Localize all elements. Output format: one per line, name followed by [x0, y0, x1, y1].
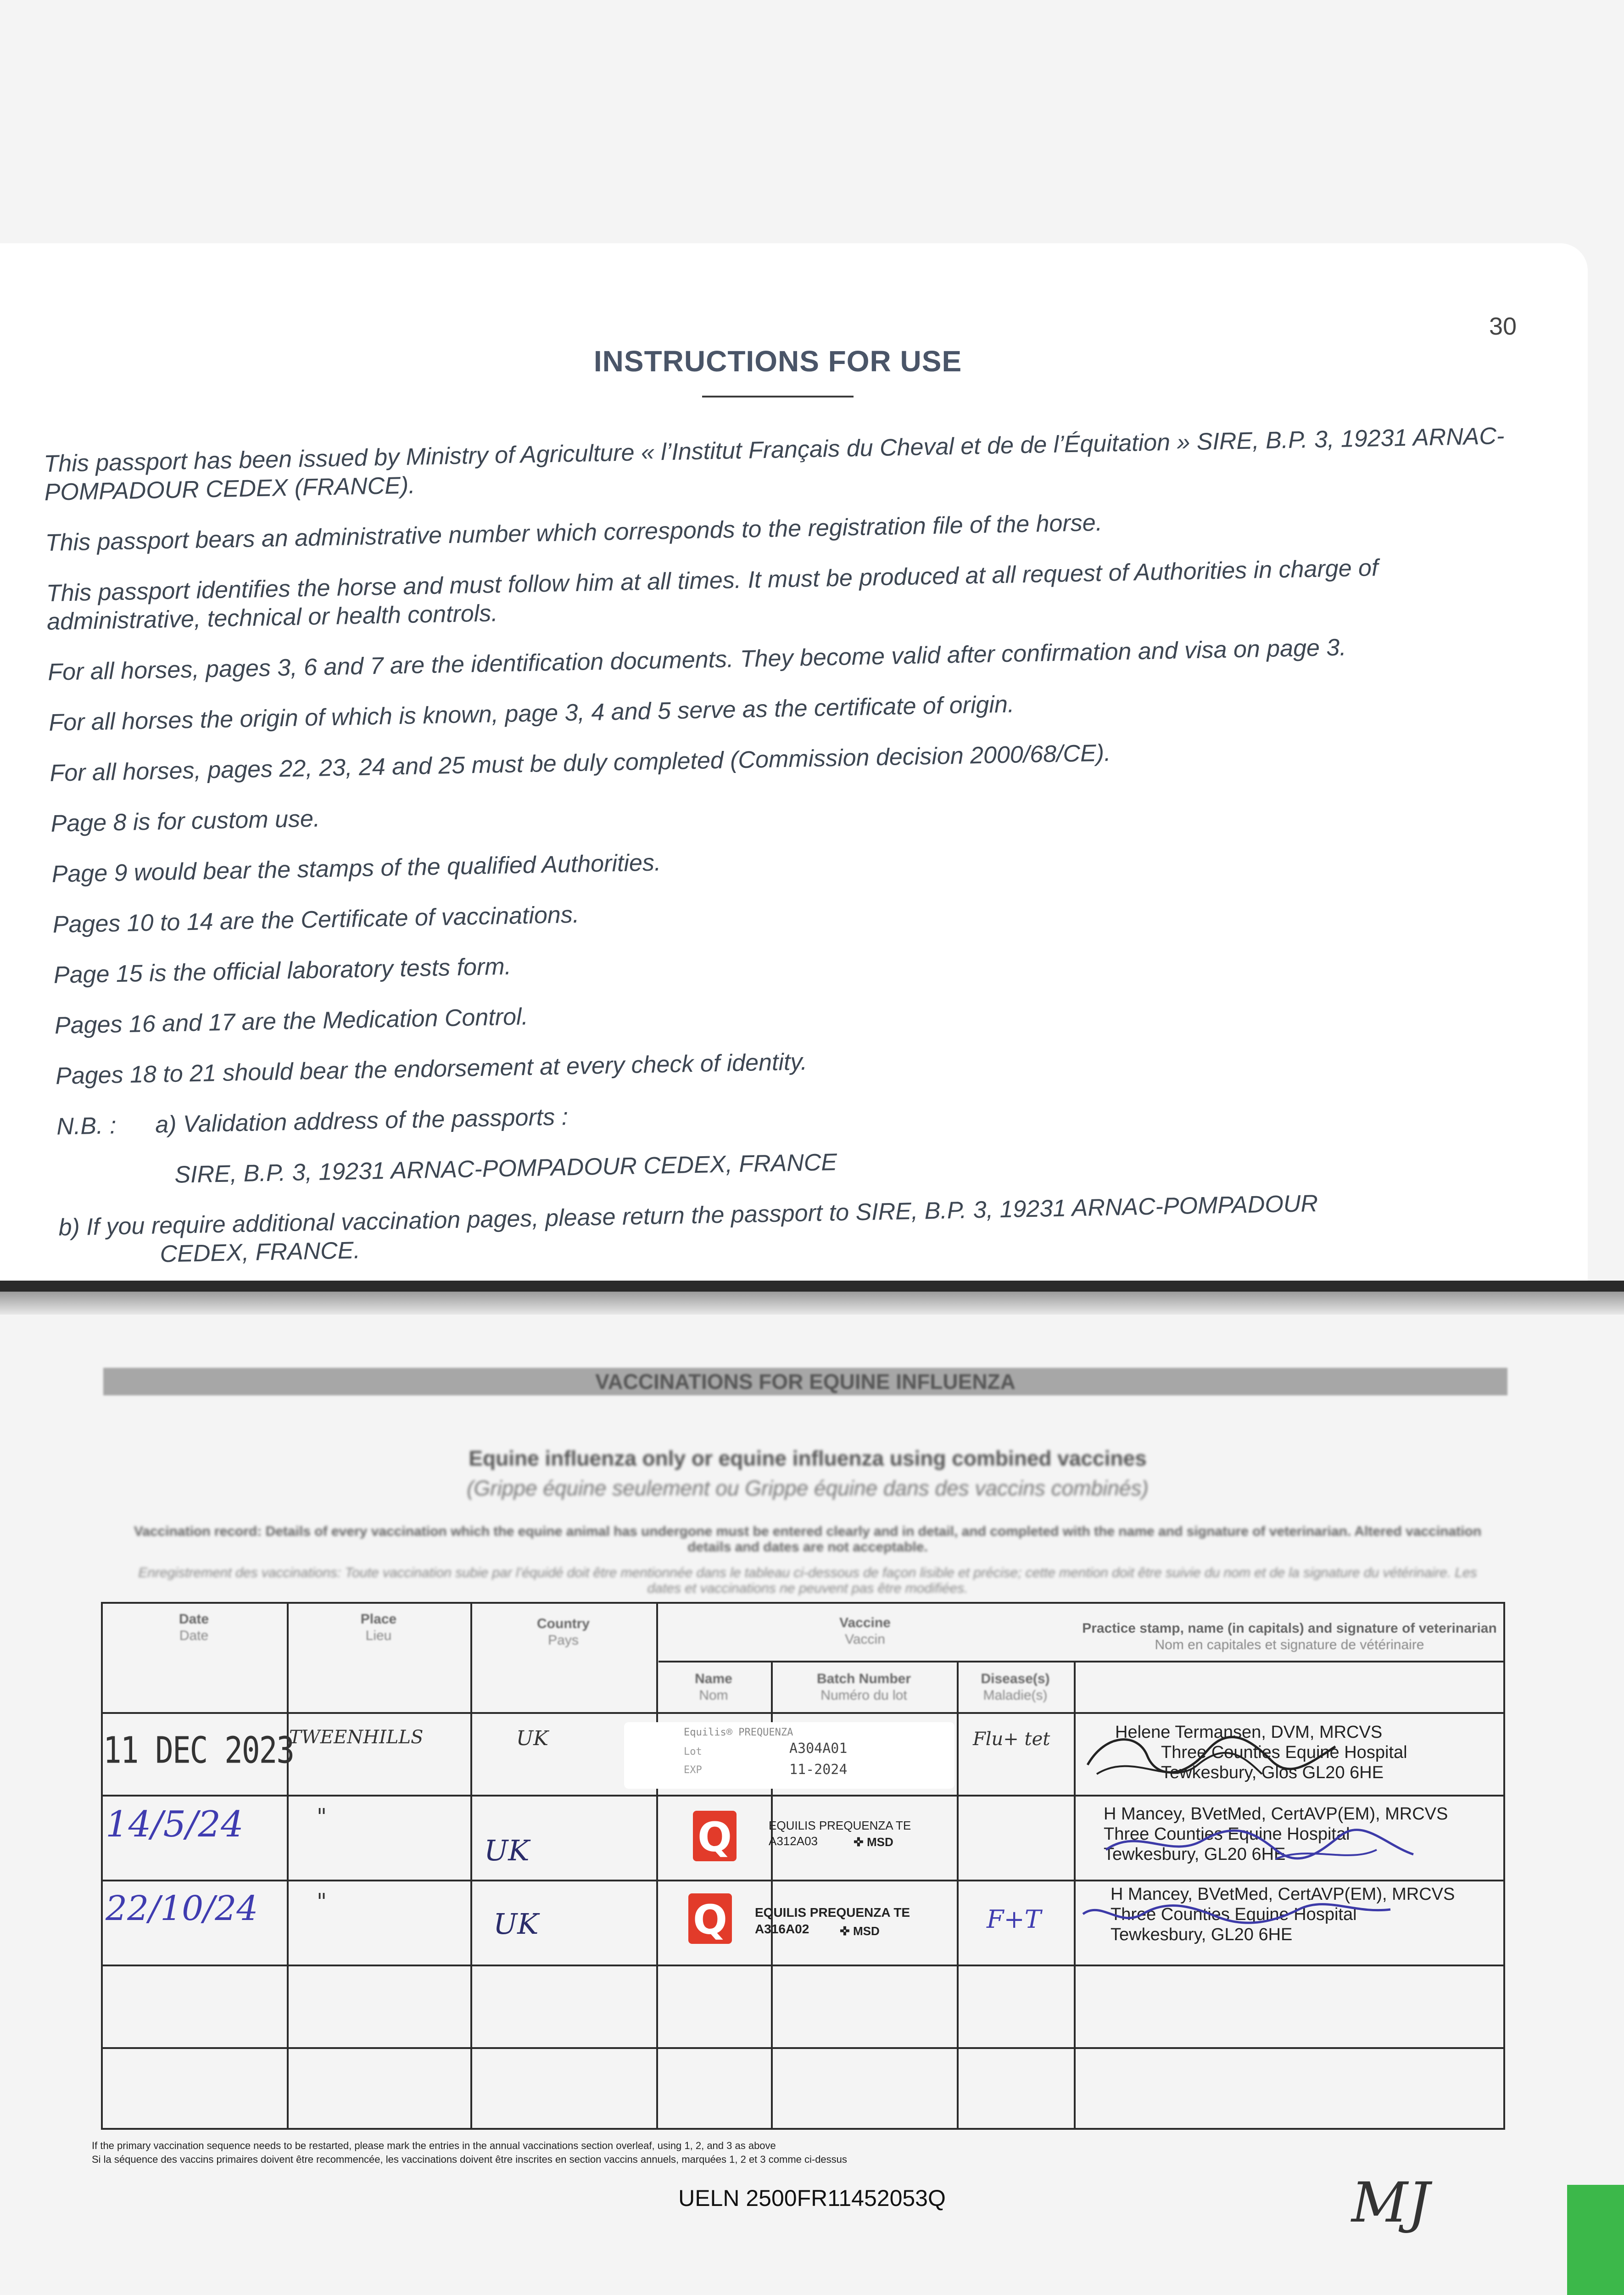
col-header-place: Place Lieu	[360, 1612, 397, 1643]
col-line	[1503, 1602, 1505, 2130]
instruction-paragraph: Pages 16 and 17 are the Medication Control.	[54, 1003, 529, 1039]
row3-signature	[1078, 1896, 1400, 1937]
row3-product: EQUILIS PREQUENZA TE	[755, 1905, 910, 1920]
passport-spine	[0, 1281, 1624, 1292]
row2-maker-logo: ✜ MSD	[854, 1835, 893, 1849]
col-header-name: Name Nom	[695, 1671, 732, 1703]
col-header-vet: Practice stamp, name (in capitals) and signature of veterinarian Nom en capitales et signature de vétérinaire	[1082, 1621, 1497, 1652]
row3-maker-logo: ✜ MSD	[840, 1924, 880, 1938]
instruction-paragraph: Page 8 is for custom use.	[50, 805, 320, 837]
instruction-paragraph: For all horses the origin of which is known, page 3, 4 and 5 serve as the certificate of origin.	[48, 691, 1015, 736]
nb-label: N.B. :	[56, 1112, 117, 1140]
vet-practice: Three Counties Equine Hospital	[1161, 1743, 1407, 1762]
row1-batch: A304A01	[789, 1741, 848, 1757]
vet-address: Tewkesbury, Glos GL20 6HE	[1161, 1763, 1384, 1782]
instruction-paragraph: This passport has been issued by Ministry of Agriculture « l’Institut Français du Cheval et de de l’Équitation » SIRE, B.P. 3, 19231 ARNAC-POMPADOUR CEDEX (FRANCE).	[44, 422, 1505, 506]
row-divider	[101, 1880, 1505, 1881]
col-line	[287, 1602, 289, 2130]
row-divider	[101, 2047, 1505, 2049]
vet-practice: Three Counties Equine Hospital	[1104, 1825, 1350, 1844]
vaccinations-subtitle-fr: (Grippe équine seulement ou Grippe équine dans des vaccins combinés)	[467, 1476, 1149, 1500]
spine-shadow	[0, 1292, 1624, 1315]
row1-date-stamp: 11 DEC 2023	[103, 1729, 294, 1772]
instruction-paragraph: Pages 10 to 14 are the Certificate of vaccinations.	[52, 901, 580, 938]
col-header-date: Date Date	[179, 1612, 209, 1643]
instruction-paragraph: Page 9 would bear the stamps of the qualified Authorities.	[51, 849, 661, 888]
instructions-title: INSTRUCTIONS FOR USE	[593, 345, 962, 378]
vaccination-record-note: Vaccination record: Details of every vaccination which the equine animal has undergone must be entered clearly and in detail, and completed with the name and signature of veterinarian. Altered vaccination details and dates are not acceptable.	[134, 1524, 1482, 1555]
row3-country: UK	[493, 1907, 539, 1941]
row2-product: EQUILIS PREQUENZA TE	[769, 1819, 911, 1832]
vet-name: H Mancey, BVetMed, CertAVP(EM), MRCVS	[1111, 1885, 1455, 1904]
row3-place: "	[317, 1889, 327, 1914]
vet-name: H Mancey, BVetMed, CertAVP(EM), MRCVS	[1104, 1804, 1448, 1824]
instruction-paragraph: For all horses, pages 3, 6 and 7 are the identification documents. They become valid after confirmation and visa on page 3.	[47, 634, 1347, 686]
instruction-paragraph: This passport identifies the horse and must follow him at all times. It must be produced at all request of Authorities in charge of administrative, technical or health controls.	[46, 554, 1378, 635]
col-line	[470, 1602, 472, 2130]
row2-vaccine-logo-icon: Q	[693, 1811, 737, 1861]
table-border-bottom	[101, 2128, 1505, 2130]
page-number: 30	[1489, 313, 1517, 340]
nb-a-address: SIRE, B.P. 3, 19231 ARNAC-POMPADOUR CEDEX, FRANCE	[174, 1149, 837, 1188]
vaccinations-subtitle: Equine influenza only or equine influenza using combined vaccines	[469, 1446, 1147, 1470]
vet-practice: Three Counties Equine Hospital	[1111, 1905, 1357, 1924]
instruction-paragraph: This passport bears an administrative number which corresponds to the registration file of the horse.	[45, 509, 1103, 556]
vaccination-record-note-fr: Enregistrement des vaccinations: Toute vaccination subie par l’équidé doit être mentionnée dans le tableau ci-dessous de façon lisible et précise; cette mention doit être suivie du nom et de la signature du vétérinaire. Les dates et vaccinations ne peuvent pas être modifiées.	[138, 1565, 1477, 1596]
vet-address: Tewkesbury, GL20 6HE	[1104, 1845, 1286, 1864]
row1-lot-label: Lot	[684, 1746, 702, 1758]
row3-disease: F+T	[987, 1905, 1041, 1934]
nb-a-text: a) Validation address of the passports :	[155, 1103, 569, 1138]
row1-country: UK	[516, 1727, 548, 1750]
table-border-top	[101, 1602, 1505, 1604]
vaccine-subheader-line	[659, 1661, 1505, 1662]
row2-country: UK	[484, 1834, 530, 1867]
instructions-body	[44, 421, 1546, 1271]
row1-place: TWEENHILLS	[289, 1727, 424, 1748]
maker-name: MSD	[853, 1924, 880, 1938]
row1-disease: Flu+ tet	[973, 1729, 1050, 1750]
row-divider	[101, 1795, 1505, 1797]
green-page-tab	[1567, 2185, 1624, 2295]
vaccination-table	[101, 1602, 1505, 2130]
footnote-en: If the primary vaccination sequence needs to be restarted, please mark the entries in the annual vaccinations section overleaf, using 1, 2, and 3 as above	[92, 2140, 776, 2151]
vet-address: Tewkesbury, GL20 6HE	[1111, 1925, 1293, 1944]
row3-vaccine-logo-icon: Q	[688, 1893, 732, 1944]
row2-signature	[1101, 1818, 1423, 1868]
instruction-paragraph: For all horses, pages 22, 23, 24 and 25 must be duly completed (Commission decision 2000/68/CE).	[49, 739, 1111, 787]
col-header-country: Country Pays	[537, 1616, 590, 1648]
vet-name: Helene Termansen, DVM, MRCVS	[1115, 1723, 1383, 1742]
ueln-number: UELN 2500FR11452053Q	[678, 2185, 946, 2211]
col-header-batch: Batch Number Numéro du lot	[816, 1671, 911, 1703]
col-line	[1074, 1661, 1076, 2130]
handwritten-initials: MJ	[1351, 2171, 1430, 2235]
row3-date: 22/10/24	[106, 1889, 258, 1928]
nb-b-text: b) If you require additional vaccination pages, please return the passport to SIRE, B.P. 3, 19231 ARNAC-POMPADOUR	[58, 1190, 1318, 1241]
row1-exp-label: EXP	[684, 1764, 702, 1776]
row1-signature	[1078, 1724, 1354, 1792]
maker-name: MSD	[867, 1835, 893, 1849]
col-header-disease: Disease(s) Maladie(s)	[981, 1671, 1050, 1703]
nb-b-continuation: CEDEX, FRANCE.	[160, 1237, 361, 1268]
footnote-fr: Si la séquence des vaccins primaires doivent être recommencée, les vaccinations doivent être inscrites en section vaccins annuels, marquées 1, 2 et 3 comme ci-dessus	[92, 2154, 847, 2165]
row1-vaccine-name: Equilis® PREQUENZA	[684, 1727, 793, 1738]
row3-batch: A316A02	[755, 1922, 809, 1936]
row2-place: "	[317, 1804, 327, 1830]
instruction-paragraph: Pages 18 to 21 should bear the endorsement at every check of identity.	[55, 1048, 808, 1090]
row-divider	[101, 1965, 1505, 1966]
title-underline	[702, 396, 854, 397]
row1-expiry: 11-2024	[789, 1762, 848, 1778]
header-bottom-line	[101, 1712, 1505, 1714]
row1-vaccine-label	[624, 1722, 954, 1789]
col-header-vaccine: Vaccine Vaccin	[839, 1615, 891, 1647]
instruction-paragraph: Page 15 is the official laboratory tests form.	[53, 953, 512, 989]
col-line	[101, 1602, 103, 2130]
row2-batch: A312A03	[769, 1834, 818, 1848]
col-line	[957, 1661, 959, 2130]
row2-date: 14/5/24	[106, 1804, 244, 1845]
vaccinations-header: VACCINATIONS FOR EQUINE INFLUENZA	[103, 1368, 1507, 1395]
